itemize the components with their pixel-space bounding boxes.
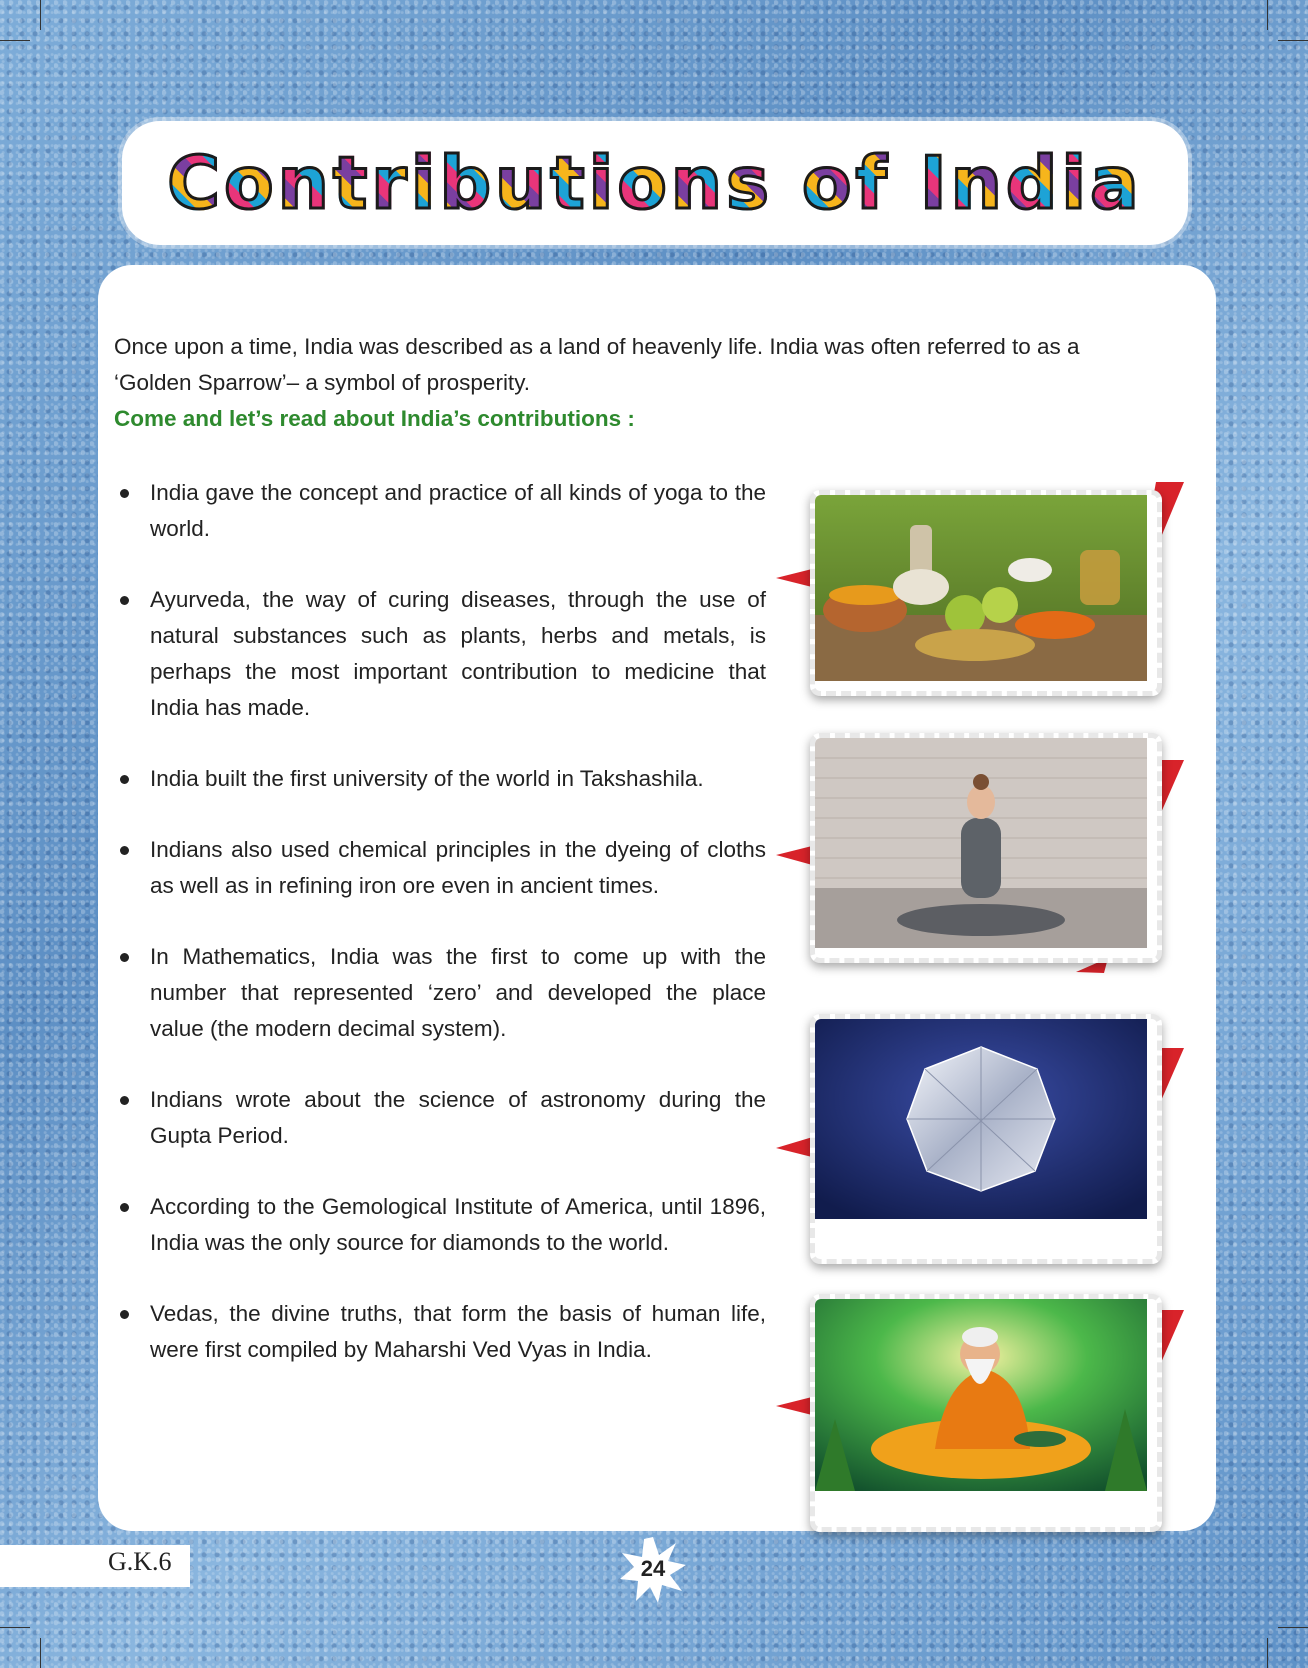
crop-mark: [0, 40, 30, 41]
list-item: [114, 1189, 766, 1261]
list-item: [114, 939, 766, 1047]
photo-card-yoga: [810, 733, 1162, 963]
crop-mark: [40, 0, 41, 30]
sage-ved-vyas-icon: [815, 1299, 1157, 1501]
crop-mark: [1267, 1638, 1268, 1668]
bullet-icon: [120, 953, 129, 962]
list-item-text: India built the first university of the world in Takshashila.: [150, 766, 704, 791]
photo-card-ayurveda: [810, 490, 1162, 696]
list-item: [114, 475, 766, 547]
bullet-icon: [120, 1203, 129, 1212]
list-item-text: Ayurveda, the way of curing diseases, through the use of natural substances such as plants, herbs and metals, is perhaps the most important contribution to medicine that India has made.: [150, 587, 766, 720]
intro-prompt: Come and let’s read about India’s contributions :: [114, 406, 635, 431]
bullet-icon: [120, 489, 129, 498]
intro-line: ‘Golden Sparrow’– a symbol of prosperity.: [114, 370, 531, 395]
crop-mark: [1267, 0, 1268, 30]
crop-mark: [1278, 1627, 1308, 1628]
list-item-text: India gave the concept and practice of all kinds of yoga to the world.: [150, 480, 766, 541]
photo-card-sage: [810, 1294, 1162, 1532]
list-item: [114, 1296, 766, 1368]
list-item: [114, 582, 766, 726]
list-item-text: In Mathematics, India was the first to come up with the number that represented ‘zero’ and developed the place value (the modern decimal system).: [150, 944, 766, 1041]
crop-mark: [40, 1638, 41, 1668]
crop-mark: [0, 1627, 30, 1628]
page-number: 24: [640, 1556, 666, 1581]
ayurveda-herbs-icon: [815, 495, 1157, 691]
yoga-woman-icon: [815, 738, 1157, 958]
bullet-icon: [120, 846, 129, 855]
crop-mark: [1278, 40, 1308, 41]
diamond-icon: [815, 1019, 1157, 1229]
title-banner: [122, 121, 1188, 245]
bullet-icon: [120, 596, 129, 605]
list-item: [114, 761, 766, 797]
list-item-text: Indians wrote about the science of astronomy during the Gupta Period.: [150, 1087, 766, 1148]
page-title: Contributions of India: [167, 141, 1143, 225]
contributions-list: [114, 475, 766, 1403]
bullet-icon: [120, 1096, 129, 1105]
intro-line: Once upon a time, India was described as a land of heavenly life. India was often referred to as a: [114, 334, 1080, 359]
list-item-text: Vedas, the divine truths, that form the basis of human life, were first compiled by Maharshi Ved Vyas in India.: [150, 1301, 766, 1362]
list-item: [114, 1082, 766, 1154]
book-label: G.K.6: [108, 1547, 172, 1576]
list-item-text: Indians also used chemical principles in the dyeing of cloths as well as in refining iron ore even in ancient times.: [150, 837, 766, 898]
bullet-icon: [120, 775, 129, 784]
photo-card-diamond: [810, 1014, 1162, 1264]
bullet-icon: [120, 1310, 129, 1319]
list-item: [114, 832, 766, 904]
intro-paragraph: [114, 329, 1204, 437]
list-item-text: According to the Gemological Institute of America, until 1896, India was the only source for diamonds to the world.: [150, 1194, 766, 1255]
